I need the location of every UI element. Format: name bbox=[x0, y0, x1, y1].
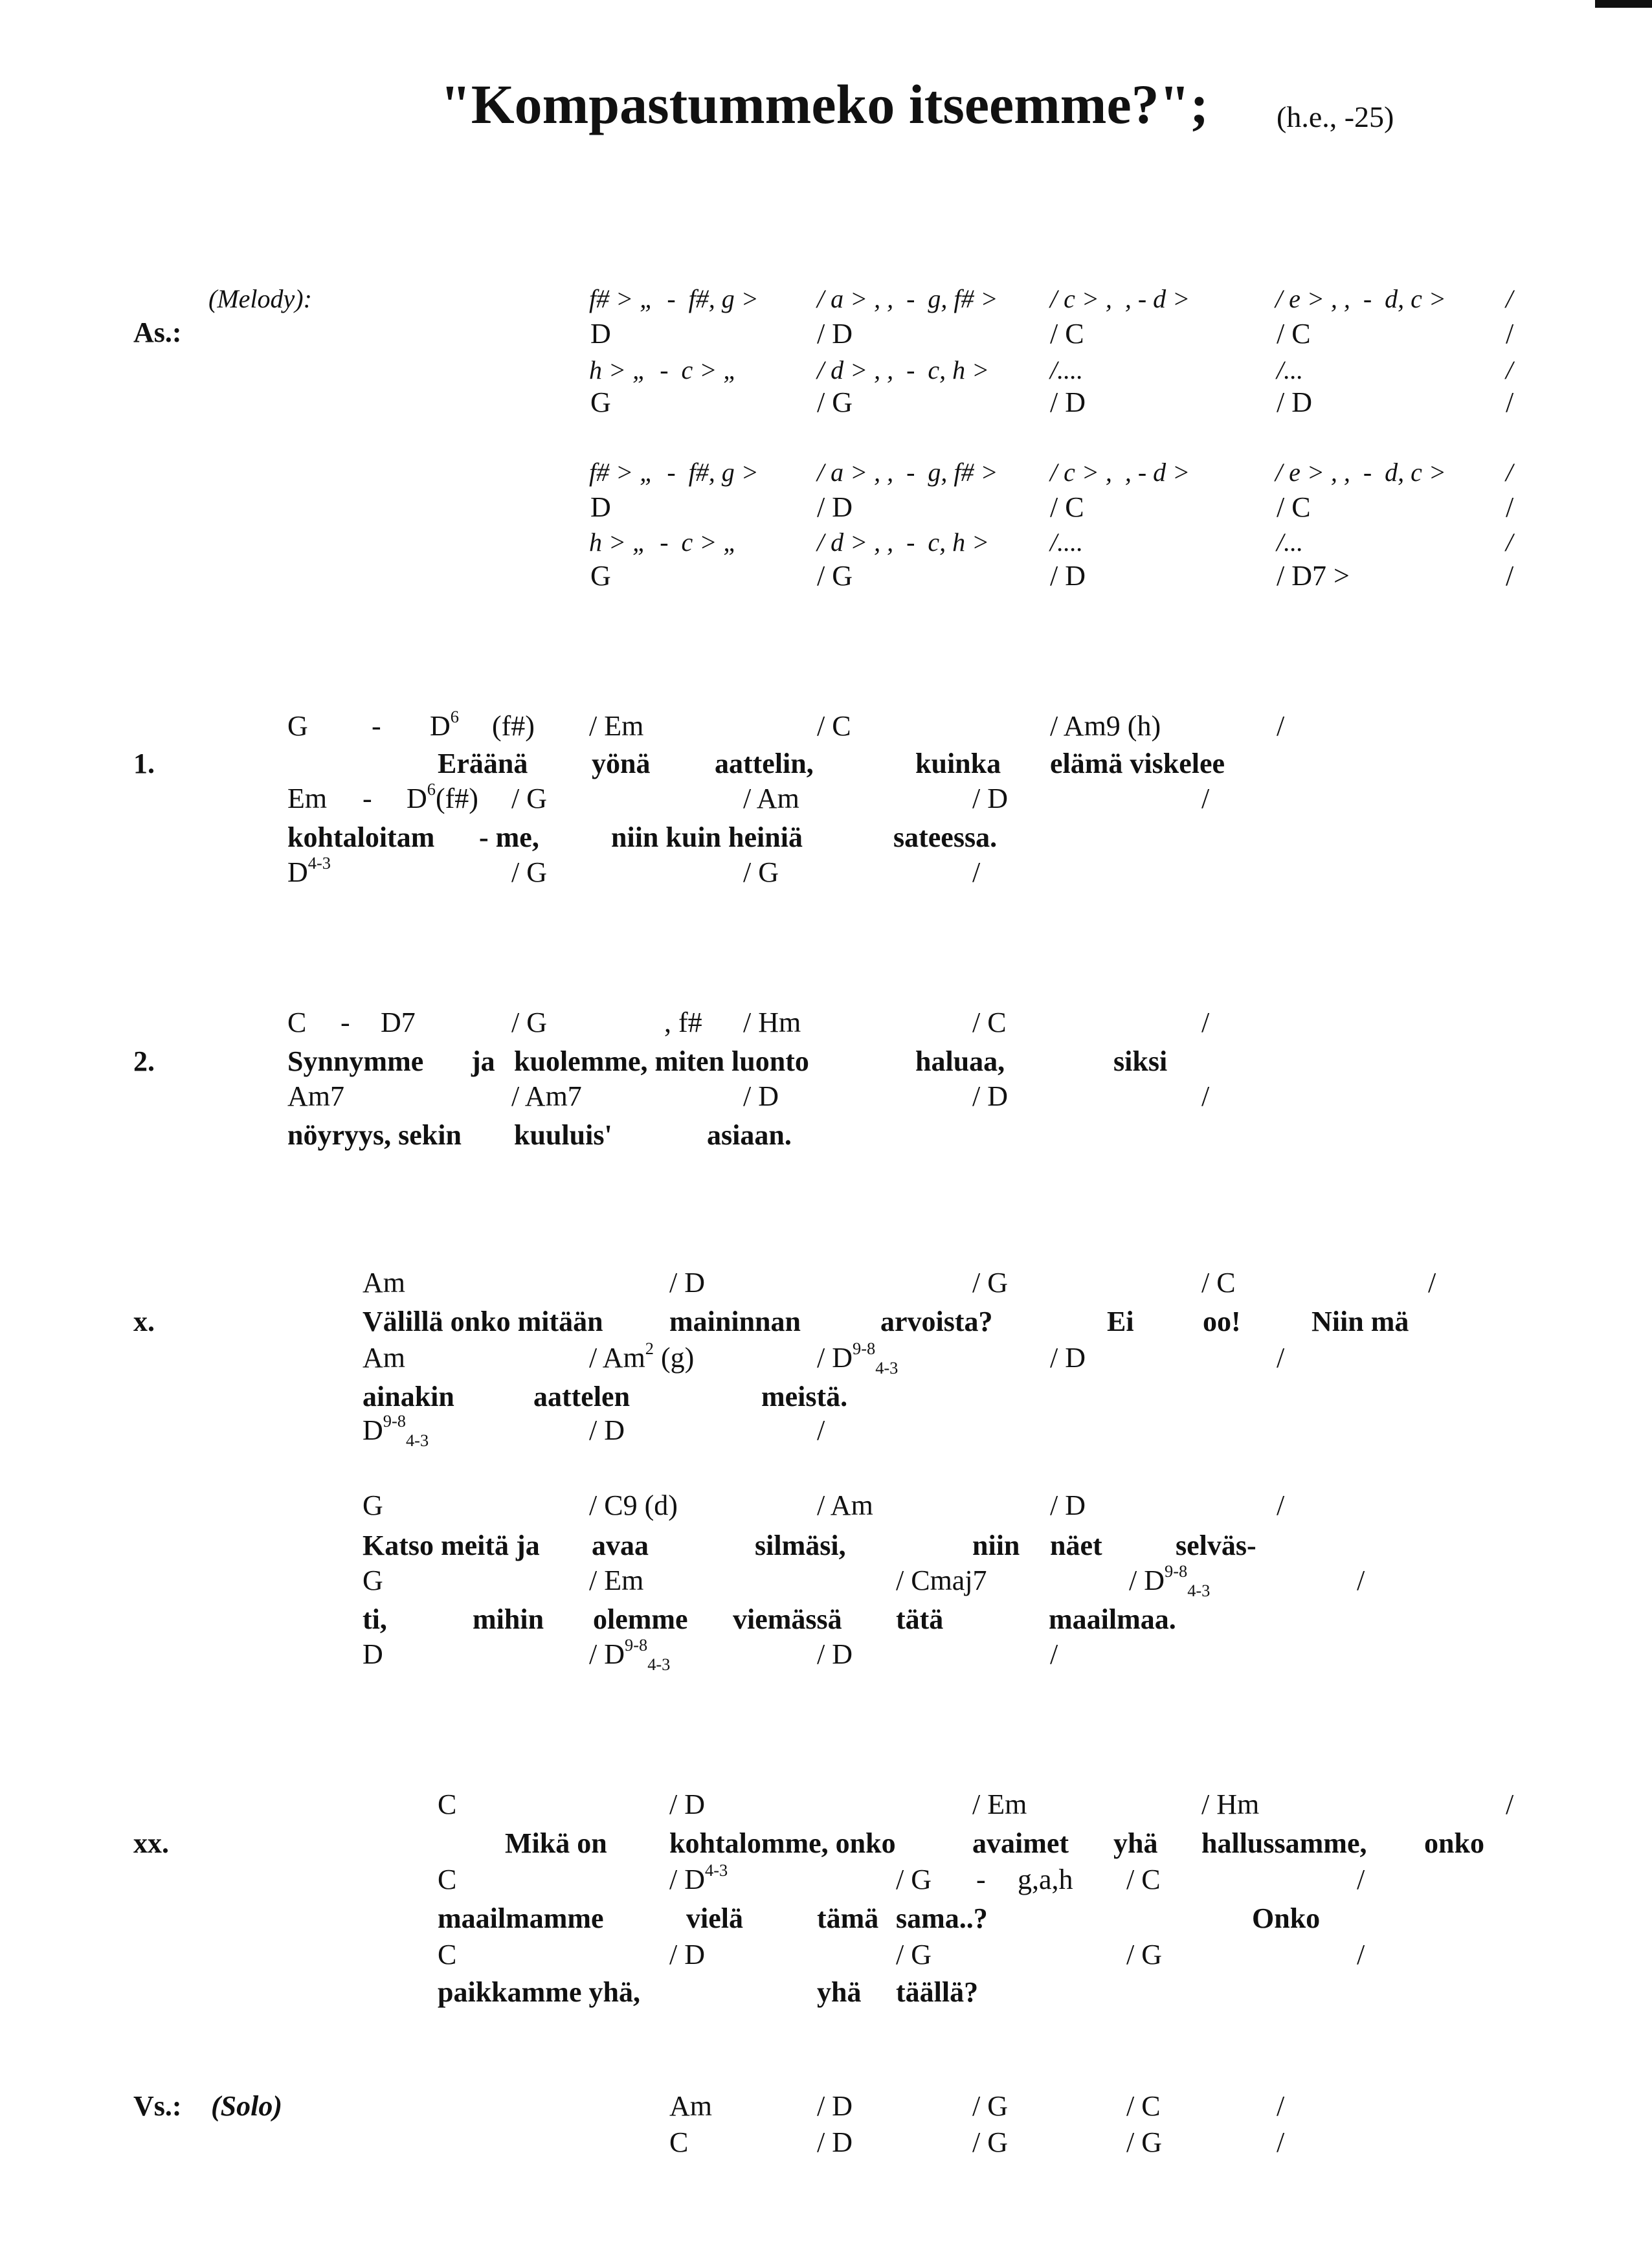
lyric: - me, bbox=[479, 821, 539, 853]
chord: / C bbox=[1050, 318, 1084, 350]
chord: / D bbox=[669, 1267, 705, 1299]
melody-cell: /.... bbox=[1050, 355, 1084, 385]
bar-line: / bbox=[1277, 2090, 1285, 2122]
chord: / C bbox=[1050, 491, 1084, 523]
chord: (f#) bbox=[492, 710, 535, 742]
bar-line: / bbox=[1506, 528, 1513, 557]
chord: / D bbox=[1050, 1342, 1086, 1374]
bar-line: / bbox=[1506, 560, 1514, 592]
chord: / D bbox=[1277, 386, 1312, 418]
chord: / D bbox=[743, 1080, 779, 1112]
lyric: ja bbox=[471, 1045, 495, 1077]
chord: / G bbox=[511, 1007, 547, 1038]
chord: / G bbox=[972, 2090, 1008, 2122]
lyric: niin kuin heiniä bbox=[611, 821, 803, 853]
chord: C bbox=[438, 1939, 457, 1970]
lyric: tätä bbox=[896, 1603, 944, 1635]
bar-line: / bbox=[1357, 1565, 1365, 1596]
lyric: Niin mä bbox=[1312, 1306, 1409, 1337]
melody-cell: / d > , , - c, h > bbox=[817, 528, 990, 557]
chord: / G bbox=[972, 1267, 1008, 1299]
lyric: yönä bbox=[592, 748, 651, 779]
bar-line: / bbox=[1506, 1789, 1514, 1820]
lyric: siksi bbox=[1113, 1045, 1168, 1077]
lyric: selväs- bbox=[1176, 1530, 1256, 1561]
bar-line: / bbox=[1357, 1939, 1365, 1970]
lyric: maailmaa. bbox=[1049, 1603, 1176, 1635]
melody-cell: / c > , , - d > bbox=[1050, 458, 1190, 487]
chord: / G bbox=[1126, 2126, 1162, 2158]
lyric: Ei bbox=[1107, 1306, 1134, 1337]
chord: / C9 (d) bbox=[589, 1489, 678, 1521]
chord: / D bbox=[589, 1414, 625, 1446]
chord: $D^6$ bbox=[430, 707, 459, 742]
lyric: vielä bbox=[686, 1902, 743, 1934]
solo-label: Vs.: bbox=[133, 2090, 182, 2122]
chord: / Am7 bbox=[511, 1080, 582, 1112]
chord: / D7 > bbox=[1277, 560, 1350, 592]
bar-line: / bbox=[1277, 1342, 1285, 1374]
lyric: kuuluis' bbox=[514, 1119, 612, 1151]
chord: / Am9 (h) bbox=[1050, 710, 1161, 742]
lyric: meistä. bbox=[761, 1381, 848, 1412]
lyric: Onko bbox=[1252, 1902, 1321, 1934]
chord: g,a,h bbox=[1018, 1864, 1073, 1895]
chord: G bbox=[363, 1565, 383, 1596]
lyric: mihin bbox=[473, 1603, 544, 1635]
bar-line: / bbox=[1201, 1080, 1210, 1112]
lyric: arvoista? bbox=[880, 1306, 993, 1337]
chord: C bbox=[287, 1007, 307, 1038]
lyric: ainakin bbox=[363, 1381, 454, 1412]
lyric: nöyryys, sekin bbox=[287, 1119, 462, 1151]
chord: / D bbox=[972, 783, 1008, 814]
chord: Am7 bbox=[287, 1080, 344, 1112]
page-edge-mark bbox=[1595, 0, 1652, 8]
lyric: täällä? bbox=[896, 1976, 979, 2008]
chord: / C bbox=[1126, 1864, 1161, 1895]
lyric: paikkamme yhä, bbox=[438, 1976, 640, 2008]
bar-line: / bbox=[1428, 1267, 1436, 1299]
melody-cell: h > „ - c > „ bbox=[589, 355, 738, 385]
chord: / C bbox=[1201, 1267, 1236, 1299]
chord: D bbox=[363, 1638, 383, 1670]
chord: D bbox=[590, 318, 611, 350]
lyric: Välillä onko mitään bbox=[363, 1306, 603, 1337]
bar-line: / bbox=[1050, 1638, 1058, 1670]
chord: / Em bbox=[972, 1789, 1027, 1820]
bar-line: / bbox=[1506, 355, 1513, 385]
lyric: asiaan. bbox=[707, 1119, 792, 1151]
lyric: maininnan bbox=[669, 1306, 801, 1337]
chord: , f# bbox=[664, 1007, 702, 1038]
bar-line: / bbox=[1277, 2126, 1285, 2158]
verse2-label: 2. bbox=[133, 1045, 155, 1077]
bar-line: / bbox=[1277, 710, 1285, 742]
lyric: yhä bbox=[1113, 1827, 1158, 1859]
chord: / G bbox=[817, 560, 853, 592]
chord: / G bbox=[817, 386, 853, 418]
bar-line: / bbox=[1506, 284, 1513, 313]
chord: D7 bbox=[381, 1007, 416, 1038]
verse1-label: 1. bbox=[133, 748, 155, 779]
lyric: oo! bbox=[1203, 1306, 1241, 1337]
song-title: "Kompastummeko itseemme?"; bbox=[440, 73, 1209, 135]
chord: / G bbox=[511, 856, 547, 888]
chord: C bbox=[669, 2126, 689, 2158]
chord: / Cmaj7 bbox=[896, 1565, 987, 1596]
lyric: yhä bbox=[817, 1976, 862, 2008]
chord: / G bbox=[972, 2126, 1008, 2158]
chord: / $D^{9-8}_{4-3}$ bbox=[1129, 1561, 1211, 1600]
chord: / D bbox=[1050, 386, 1086, 418]
chord: $D^6(f\#)$ bbox=[407, 779, 478, 814]
chord: / D bbox=[669, 1789, 705, 1820]
chord: / C bbox=[972, 1007, 1007, 1038]
lyric: onko bbox=[1424, 1827, 1484, 1859]
chord: / D bbox=[972, 1080, 1008, 1112]
bar-line: / bbox=[1506, 318, 1514, 350]
chord: / Em bbox=[589, 710, 644, 742]
intro-label: As.: bbox=[133, 317, 182, 348]
chord: G bbox=[363, 1489, 383, 1521]
lyric: kohtaloitam bbox=[287, 821, 435, 853]
chord: C bbox=[438, 1789, 457, 1820]
author-note: (h.e., -25) bbox=[1277, 100, 1394, 133]
lyric: sateessa. bbox=[893, 821, 998, 853]
chord: / G bbox=[896, 1939, 932, 1970]
lyric: Eräänä bbox=[438, 748, 528, 779]
chord: C bbox=[438, 1864, 457, 1895]
bar-line: / bbox=[1357, 1864, 1365, 1895]
melody-cell: f# > „ - f#, g > bbox=[589, 458, 759, 487]
chord: / $D^{4-3}$ bbox=[669, 1860, 728, 1895]
chord: / C bbox=[1277, 318, 1311, 350]
bar-line: / bbox=[1506, 458, 1513, 487]
chord: / D bbox=[1050, 1489, 1086, 1521]
chord: / D bbox=[817, 2090, 853, 2122]
chord: Am bbox=[669, 2090, 712, 2122]
chorus1-label: x. bbox=[133, 1306, 155, 1337]
bar-line: / bbox=[1201, 783, 1210, 814]
chord: / Am bbox=[817, 1489, 873, 1521]
chord: Am bbox=[363, 1342, 405, 1374]
lyric: maailmamme bbox=[438, 1902, 604, 1934]
lyric: aattelin, bbox=[715, 748, 814, 779]
chord: / G bbox=[511, 783, 547, 814]
chord-dash: - bbox=[340, 1007, 350, 1038]
chord-dash: - bbox=[372, 710, 381, 742]
lyric: Katso meitä ja bbox=[363, 1530, 540, 1561]
bar-line: / bbox=[1506, 386, 1514, 418]
chord: / C bbox=[817, 710, 851, 742]
lyric: viemässä bbox=[733, 1603, 842, 1635]
lyric: hallussamme, bbox=[1201, 1827, 1367, 1859]
chord-dash: - bbox=[363, 783, 372, 814]
chord: / D bbox=[669, 1939, 705, 1970]
lyric: avaa bbox=[592, 1530, 649, 1561]
chord: / D bbox=[817, 318, 853, 350]
melody-cell: h > „ - c > „ bbox=[589, 528, 738, 557]
melody-cell: / c > , , - d > bbox=[1050, 284, 1190, 313]
chord: / Hm bbox=[743, 1007, 801, 1038]
chord: / C bbox=[1277, 491, 1311, 523]
chord: / D bbox=[1050, 560, 1086, 592]
bar-line: / bbox=[1277, 1489, 1285, 1521]
melody-cell: / e > , , - d, c > bbox=[1275, 284, 1446, 313]
lyric: haluaa, bbox=[915, 1045, 1005, 1077]
chord: G bbox=[590, 560, 611, 592]
chord: / Hm bbox=[1201, 1789, 1260, 1820]
chord: / D bbox=[817, 2126, 853, 2158]
lyric: niin bbox=[972, 1530, 1020, 1561]
melody-cell: /... bbox=[1277, 355, 1304, 385]
chord: / C bbox=[1126, 2090, 1161, 2122]
lyric: kohtalomme, onko bbox=[669, 1827, 896, 1859]
chord: / G bbox=[896, 1864, 932, 1895]
lyric: kuolemme, miten luonto bbox=[514, 1045, 809, 1077]
melody-cell: /.... bbox=[1050, 528, 1084, 557]
lyric: aattelen bbox=[533, 1381, 631, 1412]
lyric: näet bbox=[1050, 1530, 1102, 1561]
melody-cell: / a > , , - g, f# > bbox=[817, 284, 998, 313]
melody-cell: / a > , , - g, f# > bbox=[817, 458, 998, 487]
lyric: avaimet bbox=[972, 1827, 1069, 1859]
chorus2-label: xx. bbox=[133, 1827, 169, 1859]
chord: Am bbox=[363, 1267, 405, 1299]
lyric: elämä viskelee bbox=[1050, 748, 1225, 779]
lyric: sama..? bbox=[896, 1902, 988, 1934]
lyric: olemme bbox=[593, 1603, 688, 1635]
chord: / $D^{9-8}_{4-3}$ bbox=[817, 1339, 899, 1377]
chord: / G bbox=[743, 856, 779, 888]
melody-cell: /... bbox=[1277, 528, 1304, 557]
chord: / Am$^2$ (g) bbox=[589, 1339, 695, 1374]
chord: / Am bbox=[743, 783, 799, 814]
melody-cell: / d > , , - c, h > bbox=[817, 355, 990, 385]
bar-line: / bbox=[1201, 1007, 1210, 1038]
chord: $D^{9-8}_{4-3}$ bbox=[363, 1411, 429, 1450]
chord: / D bbox=[817, 1638, 853, 1670]
lyric: kuinka bbox=[915, 748, 1001, 779]
melody-cell: f# > „ - f#, g > bbox=[589, 284, 759, 313]
chord: $D^{4-3}$ bbox=[287, 853, 331, 888]
chord: D bbox=[590, 491, 611, 523]
chord: Em bbox=[287, 783, 328, 814]
melody-cell: / e > , , - d, c > bbox=[1275, 458, 1446, 487]
lyric: ti, bbox=[363, 1603, 387, 1635]
melody-label: (Melody): bbox=[208, 284, 312, 313]
solo-sublabel: (Solo) bbox=[211, 2090, 282, 2122]
chord: / Em bbox=[589, 1565, 644, 1596]
chord: / D bbox=[817, 491, 853, 523]
chord: / $D^{9-8}_{4-3}$ bbox=[589, 1635, 671, 1674]
chord-dash: - bbox=[976, 1864, 986, 1895]
bar-line: / bbox=[972, 856, 981, 888]
chord: / G bbox=[1126, 1939, 1162, 1970]
lyric: Mikä on bbox=[505, 1827, 607, 1859]
chord: G bbox=[590, 386, 611, 418]
lyric: tämä bbox=[817, 1902, 879, 1934]
bar-line: / bbox=[1506, 491, 1514, 523]
chord: G bbox=[287, 710, 308, 742]
bar-line: / bbox=[817, 1414, 825, 1446]
lyric: silmäsi, bbox=[755, 1530, 846, 1561]
lyric: Synnymme bbox=[287, 1045, 424, 1077]
